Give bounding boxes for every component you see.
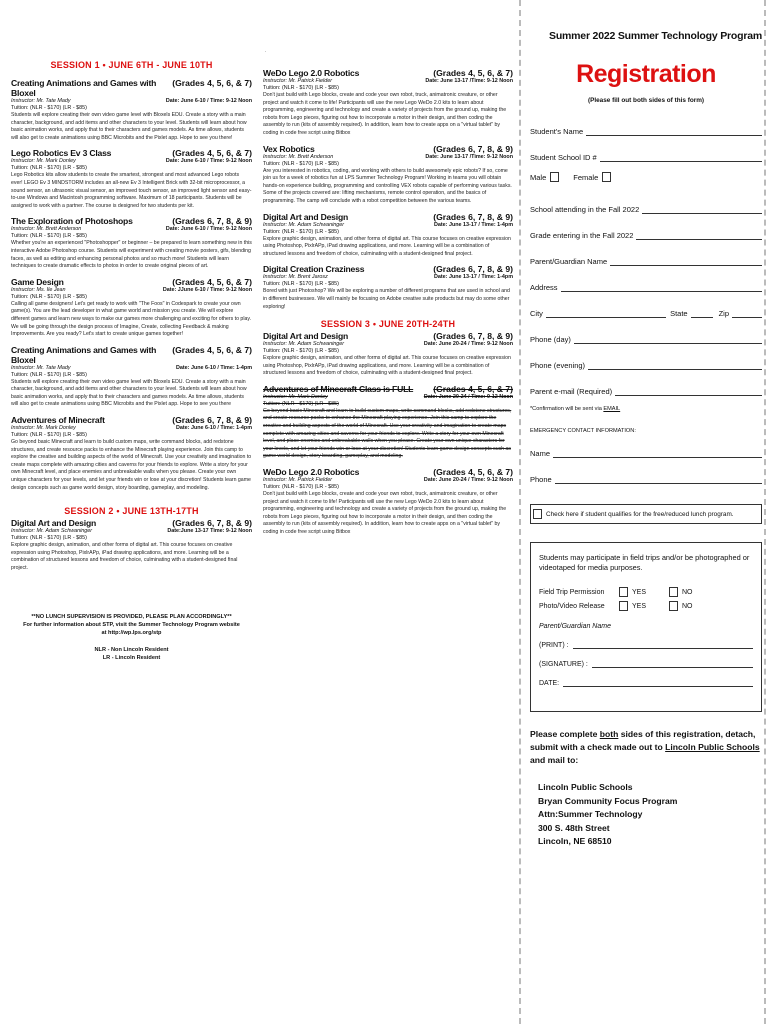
course-description: Explore graphic design, animation, and other forms of digital art. This course focuses on creative expression using Photoshop, PixlrAPp, iPad drawing applications, and more. Learning will be a combination of structured lessons and freedom of choice, culminating with a student-designed final project. — [263, 355, 511, 377]
phone-day-field[interactable] — [530, 320, 762, 346]
course-title: Adventures of Minecraft — [11, 415, 105, 426]
course-tuition: Tuition: (NLR - $170) (LR - $85) — [263, 484, 339, 491]
signature-line[interactable] — [592, 662, 753, 668]
course-title: WeDo Lego 2.0 Robotics — [263, 68, 360, 78]
confirmation-note-email: EMAIL — [603, 406, 621, 412]
session-2-header: SESSION 2 • JUNE 13TH-17TH — [64, 506, 199, 517]
session-2-course-list-col1 — [11, 518, 252, 572]
footer-website-url: at http://wp.lps.org/stp — [101, 629, 162, 636]
field-trip-no-label: NO — [682, 588, 693, 596]
course-grades: (Grades 4, 5, 6, & 7) — [172, 148, 252, 159]
course — [263, 144, 513, 206]
mail-instructions-text-1: Please complete — [530, 729, 600, 739]
course-description: Whether you're an experienced "Photoshopper" or beginner – be prepared to learn something new in this interactive Adobe Photoshop course. Students will experiment with creating movie posters, gifs, blending faces, as well as editing and enhancing personal photos and so much more! Students will learn techniques to create dramatic effects to photos in order to create original pieces of art. — [11, 240, 252, 270]
print-label: (PRINT) : — [539, 642, 569, 649]
course-title: Digital Art and Design — [263, 211, 349, 222]
grade-label: Grade entering in the Fall 2022 — [530, 231, 634, 240]
photo-video-no-label: NO — [682, 602, 693, 610]
dot-mark: . — [265, 48, 267, 54]
course-title: Digital Art and Design — [11, 518, 97, 529]
footer-info — [11, 613, 252, 662]
address-line-5: Lincoln, NE 68510 — [538, 836, 612, 846]
course-description: Explore graphic design, animation, and other forms of digital art. This course focuses on creative expression using Photoshop, PixlrAPp, iPad drawing applications, and more. Learning will be a combination of structured lessons and freedom of choice, culminating with a student-designed final project. — [11, 542, 238, 571]
course-grades: (Grades 4, 5, 6, & 7) — [433, 68, 513, 78]
course-instructor: Instructor: Mr. Adam Schwaninger — [263, 221, 345, 228]
course — [263, 68, 513, 138]
course-description: Calling all game designers! Let's get ready to work with "The Foos" in Codespark to create your own game(s). You are the lead developer in what game world and mission you create. We will explore different games and learn new ways to make our games more challenging and exciting for others to play. We will be going through the design process of Imagine, Create, collecting Feedback & making Improvements. Are you ready? Let's start to create unique games together! — [11, 300, 252, 338]
course — [263, 212, 513, 259]
female-label: Female — [573, 172, 599, 182]
emergency-name-field[interactable] — [530, 434, 762, 460]
course-grades: (Grades 6, 7, 8, & 9) — [172, 216, 252, 227]
course-description: Go beyond basic Minecraft and learn to build custom maps, write command blocks, add redstone structures, and create resource packs to enhance the Minecraft playing experience. Join this camp to explore the creative and building aspects of the world of Minecraft. Use your creativity and imagination to create maps complete with amazing cities and caverns for your friends to explore. Write a story for your own Minecraft level, and place enemies and unbreakable walls when you please. Create your own unique characters for your levels, and let your friends win or lose at your discretion! Students learn game design concepts such as game world design, story boarding, gameplay, and modeling. — [11, 439, 252, 491]
media-permission-text: Students may participate in field trips and/or be photographed or videotaped for media purposes. — [539, 553, 750, 572]
session-1-course-list — [11, 78, 252, 492]
photo-video-no-checkbox[interactable] — [669, 601, 678, 611]
course-description: Explore graphic design, animation, and other forms of digital art. This course focuses on creative expression using Photoshop, PixlrAPp, iPad drawing applications, and more. Learning will be a combination of structured lessons and freedom of choice, culminating with a student-designed final project. — [263, 235, 511, 257]
course-title: Digital Art and Design — [263, 331, 349, 342]
course-dates: Date: June 6-10 / Time: 9-12 Noon — [165, 158, 252, 165]
print-line[interactable] — [573, 643, 753, 649]
city-state-zip-field — [530, 294, 762, 320]
media-permission-box — [530, 542, 762, 712]
course-title: Creating Animations and Games with Bloxel — [11, 344, 157, 365]
course-dates: Date: June 13-17 / Time: 1-4pm — [434, 221, 513, 228]
course — [11, 216, 252, 270]
zip-label: Zip — [718, 309, 729, 318]
lunch-label: Check here if student qualifies for the free/reduced lunch program. — [546, 510, 734, 518]
perforation-line-edge — [764, 0, 766, 1024]
student-id-label: Student School ID # — [530, 153, 597, 162]
course-title: The Exploration of Photoshops — [11, 216, 133, 227]
course-instructor: Instructor: Mr. Brett Anderson — [263, 153, 334, 160]
course-title: Creating Animations and Games with Bloxel — [11, 78, 157, 98]
course-grades: (Grades 4, 5, 6, & 7) — [433, 383, 513, 394]
course-grades: (Grades 4, 5, 6, & 7) — [433, 467, 513, 478]
city-line[interactable] — [546, 310, 666, 318]
course-dates: Date: June 6-10 / Time: 1-4pm — [176, 425, 252, 432]
address-line-4: 300 S. 48th Street — [538, 822, 610, 833]
course-grades: (Grades 6, 7, 8, & 9) — [433, 211, 513, 222]
course-instructor: Instructor: Mr. Mark Donley — [263, 393, 328, 400]
course-description: Go beyond basic Minecraft and learn to build custom maps, write command blocks, add redstone structures, and create resource packs to enhance the Minecraft playing experience. Join this camp to explore the creative and building aspects of the world of Minecraft. Use your creativity and imagination to create maps complete with amazing cities and caverns for your friends to explore. Write a story for your own Minecraft level, and place enemies and unbreakable walls when you please. Create your own unique characters for your levels, and let your friends win or lose at your discretion! Students learn game design concepts such as game world design, story boarding, gameplay, and modeling. — [263, 407, 512, 460]
course-grades: (Grades 6, 7, 8, & 9) — [172, 518, 252, 529]
emergency-contact-heading: EMERGENCY CONTACT INFORMATION: — [530, 428, 636, 434]
phone-evening-line[interactable] — [588, 362, 762, 370]
course — [11, 277, 252, 339]
school-label: School attending in the Fall 2022 — [530, 205, 640, 214]
date-field[interactable] — [539, 680, 753, 687]
mail-instructions-text-2: sides of this registration, detach, submit with a check made out to — [530, 729, 756, 752]
school-field[interactable] — [530, 190, 762, 216]
emergency-phone-line[interactable] — [555, 476, 762, 484]
course-instructor: Instructor: Ms. Ile Jean — [11, 286, 66, 293]
course-instructor: Instructor: Mr. Tate Mady — [11, 98, 71, 104]
mail-instructions-text-3: and mail to: — [530, 755, 579, 765]
course-grades: (Grades 6, 7, 8, & 9) — [172, 415, 252, 426]
course-description: Lego Robotics kits allow students to create the smartest, strongest and most advanced Lego robots ever! LEGO Ev 3 MINDSTORM includes an all-new Ev 3 Intelligent Brick with 32-bit microprocessor, a sound sensor, an ultrasonic visual sensor, an improved touch sensor, an improved light sensor and easy-to-use Windows and Macintosh programming software. Maximum of 18 participants. Students will be assigned to work with a partner. The course is designed for two students per kit. — [11, 172, 252, 209]
course — [11, 415, 252, 492]
course-description: Are you interested in robotics, coding, and working with others to build awesomely epic robots? If so, come join us for a week of robotics fun at LPS Summer Technology Program! Working in teams you will obtain hands-on experience building, programming and controlling VEX robots capable of performing various tasks. Some of the projects covered are: lifting mechanisms, remote control operation, and the basics of programming. The camp will conclude with a robot competition between the various teams. — [263, 167, 512, 204]
parent-email-field[interactable] — [530, 372, 762, 398]
student-name-label: Student's Name — [530, 127, 584, 136]
course-instructor: Instructor: Mr. Patrick Fielder — [263, 477, 332, 484]
parent-name-label: Parent/Guardian Name — [530, 257, 608, 266]
course-instructor: Instructor: Mr. Brett Anderson — [11, 226, 82, 233]
course-description: Bored with just Photoshop? We will be exploring a number of different programs that are used in school and in different businesses. We will mainly be focusing on Adobe creative suite products but may do some other exploring! — [263, 288, 510, 310]
mail-instructions — [530, 728, 762, 767]
course-title: Lego Robotics Ev 3 Class — [11, 148, 112, 159]
course — [11, 345, 252, 409]
course-tuition: Tuition: (NLR - $170) (LR - $85) — [263, 160, 339, 167]
photo-video-yes-label: YES — [632, 602, 647, 610]
print-name-field[interactable] — [539, 642, 753, 649]
mailing-address — [530, 781, 762, 849]
course — [263, 467, 513, 537]
emergency-name-label: Name — [530, 449, 551, 458]
field-trip-yes-label: YES — [632, 588, 647, 596]
photo-video-row — [539, 601, 753, 611]
student-name-line[interactable] — [586, 128, 762, 136]
phone-evening-label: Phone (evening) — [530, 361, 586, 370]
course-instructor: Instructor: Mr. Tate Mady — [11, 364, 71, 371]
student-name-field[interactable] — [530, 112, 762, 138]
course-instructor: Instructor: Mr. Adam Schwaninger — [11, 528, 93, 535]
parent-name-line[interactable] — [610, 258, 762, 266]
phone-day-label: Phone (day) — [530, 335, 571, 344]
city-label: City — [530, 309, 543, 318]
course — [263, 384, 513, 461]
address-label: Address — [530, 283, 558, 292]
course-grades: (Grades 6, 7, 8, & 9) — [433, 264, 513, 275]
emergency-name-line[interactable] — [553, 450, 762, 458]
course-tuition: Tuition: (NLR - $170) (LR - $85) — [11, 165, 87, 172]
phone-evening-field[interactable] — [530, 346, 762, 372]
course-dates: Date:June 13-17 Time: 9-12 Noon — [167, 528, 252, 535]
address-line-3: Attn:Summer Technology — [538, 809, 643, 819]
course-dates: Date: June 20-24 / Time: 9-12 Noon — [423, 393, 513, 400]
footer-lr-legend: LR - Lincoln Resident — [102, 654, 161, 661]
course-grades: (Grades 6, 7, 8, & 9) — [433, 143, 513, 154]
parent-name-field[interactable] — [530, 242, 762, 268]
address-line[interactable] — [561, 284, 762, 292]
footer-lunch-notice: **NO LUNCH SUPERVISION IS PROVIDED, PLEASE PLAN ACCORDINGLY** — [31, 613, 232, 620]
course — [11, 78, 252, 142]
parent-email-line[interactable] — [615, 388, 762, 396]
course-dates: Date: June 13-17 /Time: 9-12 Noon — [425, 78, 513, 84]
course-title: Adventures of Minecraft Class is FULL — [263, 383, 414, 394]
lunch-program-box — [530, 504, 762, 524]
date-label: DATE: — [539, 680, 560, 687]
course-description: Students will explore creating their own video game level with Bloxels EDU. Create a story with a main character, background, and add items and other characters to your level. Students will learn about how basic animation works, and apply that to their characters and games models. As time allows, students will also get to create animations using BBC Microbits and the Pixlet app. Hope to see you there! — [11, 112, 247, 141]
course-dates: Date: June 20-24 / Time: 9-12 Noon — [423, 341, 513, 348]
course — [263, 331, 513, 378]
address-line-2: Bryan Community Focus Program — [538, 795, 678, 806]
male-checkbox[interactable] — [550, 172, 559, 182]
course-tuition: Tuition: (NLR - $170) (LR - $85) — [11, 371, 87, 378]
course-tuition: Tuition: (NLR - $170) (LR - $85) — [263, 228, 339, 235]
lunch-checkbox[interactable] — [533, 509, 542, 519]
course-title: Vex Robotics — [263, 143, 315, 154]
state-line[interactable] — [691, 310, 713, 318]
perforation-line — [519, 0, 521, 1024]
mail-instructions-both: both — [599, 729, 619, 739]
photo-video-yes-checkbox[interactable] — [619, 601, 628, 611]
zip-line[interactable] — [732, 310, 762, 318]
program-title: Summer 2022 Summer Technology Program — [549, 30, 762, 42]
course-tuition: Tuition: (NLR - $170) (LR - $85) — [11, 293, 87, 300]
column-session-1 — [11, 58, 252, 662]
photo-video-label: Photo/Video Release — [539, 602, 605, 610]
course-dates: Date: June 6-10 / Time: 1-4pm — [176, 364, 252, 371]
confirmation-note-text: *Confirmation will be sent via — [530, 406, 604, 412]
course-instructor: Instructor: Mr. Brent Jarosz — [263, 274, 328, 281]
confirmation-note — [530, 406, 762, 412]
course-tuition: Tuition: (NLR - $170) (LR - $85) — [11, 535, 87, 542]
field-trip-row — [539, 587, 753, 597]
session-2-course-list — [263, 68, 513, 311]
course-dates: Date: June 13-17 / Time: 1-4pm — [434, 274, 513, 281]
course — [11, 518, 252, 572]
course-instructor: Instructor: Mr. Mark Donley — [11, 158, 76, 165]
emergency-phone-label: Phone — [530, 475, 552, 484]
course-description: Don't just build with Lego blocks, create and code your own robot, truck, animatronic creature, or other project and watch it come to life! Participants will use the new Lego WeDo 2.0 kits to learn about programming, engineering and technology and create a variety of projects from the ground up, making the robots from Lego pieces, figuring out how to incorporate a motor in their design, and then coding the assembly to run (kits of assembly required). In addition, learn how to create apps on a "virtual tablet" by coding in code free script using Bitbox — [263, 491, 507, 535]
course-grades: (Grades 4, 5, 6, & 7) — [172, 276, 252, 287]
footer-nlr-legend: NLR - Non Lincoln Resident — [94, 646, 169, 653]
registration-form — [530, 30, 762, 849]
emergency-phone-field[interactable] — [530, 460, 762, 486]
signature-label: (SIGNATURE) : — [539, 661, 588, 668]
course-grades: (Grades 6, 7, 8, & 9) — [433, 331, 513, 342]
course-tuition: Tuition: (NLR - $170) (LR - $85) — [263, 85, 339, 91]
school-line[interactable] — [642, 206, 762, 214]
course-instructor: Instructor: Mr. Adam Schwaninger — [263, 341, 345, 348]
address-line-1: Lincoln Public Schools — [538, 782, 633, 792]
parent-guardian-sig-heading: Parent/Guardian Name — [539, 623, 611, 630]
course-tuition: Tuition: (NLR - $170) (LR - $85) — [263, 400, 339, 407]
course-dates: Date: JJune 6-10 / Time: 9-12 Noon — [162, 286, 252, 293]
signature-field[interactable] — [539, 661, 753, 668]
course — [11, 148, 252, 210]
course-title: WeDo Lego 2.0 Robotics — [263, 467, 360, 478]
session-3-header: SESSION 3 • JUNE 20TH-24TH — [320, 319, 456, 330]
address-field[interactable] — [530, 268, 762, 294]
female-checkbox[interactable] — [602, 172, 611, 182]
male-label: Male — [530, 172, 547, 182]
grade-line[interactable] — [636, 232, 762, 240]
course-tuition: Tuition: (NLR - $170) (LR - $85) — [263, 348, 339, 355]
course-dates: Date: June 13-17 /Time: 9-12 Noon — [425, 153, 513, 160]
course-description: Students will explore creating their own video game level with Bloxels EDU. Create a story with a main character, background, and add items and other characters to your level. Students will learn about how basic animation works, and apply that to their characters and games models. As time allows, students will also get to create animations using BBC Microbits and the Pixlet app. Hope to see you there — [11, 378, 247, 408]
course-instructor: Instructor: Mr. Mark Donley — [11, 425, 76, 432]
course-description: Don't just build with Lego blocks, create and code your own robot, truck, animatronic creature, or other project and watch it come to life! Participants will use the new Lego WeDo 2.0 kits to learn about programming, engineering and technology and create a variety of projects from the ground up, making the robots from Lego pieces, figuring out how to incorporate a motor in their design, and then coding the assembly to run (kits of assembly required). In addition, learn how to create apps on a "virtual tablet" by coding in code free script using Bitbox — [263, 92, 507, 136]
state-label: State — [670, 309, 688, 318]
parent-email-label: Parent e-mail (Required) — [530, 387, 613, 396]
course-tuition: Tuition: (NLR - $170) (LR - $85) — [11, 432, 87, 439]
course-title: Digital Creation Craziness — [263, 264, 365, 275]
course-dates: Date: June 6-10 / Time: 9-12 Noon — [165, 226, 252, 233]
gender-choice — [530, 164, 762, 190]
field-trip-label: Field Trip Permission — [539, 588, 605, 596]
course-tuition: Tuition: (NLR - $170) (LR - $85) — [263, 281, 339, 288]
course-dates: Date: June 20-24 / Time: 9-12 Noon — [423, 477, 513, 484]
student-id-field[interactable] — [530, 138, 762, 164]
course-title: Game Design — [11, 276, 64, 287]
course-dates: Date: June 6-10 / Time: 9-12 Noon — [165, 98, 252, 104]
column-session-2-3 — [263, 68, 513, 543]
session-1-header: SESSION 1 • JUNE 6TH - JUNE 10TH — [50, 60, 213, 70]
phone-day-line[interactable] — [574, 336, 762, 344]
footer-website-info: For further information about STP, visit the Summer Technology Program website — [23, 621, 240, 628]
grade-field[interactable] — [530, 216, 762, 242]
course-tuition: Tuition: (NLR - $170) (LR - $85) — [11, 105, 87, 111]
registration-subtitle: (Please fill out both sides of this form) — [587, 97, 705, 104]
date-line[interactable] — [563, 681, 753, 687]
field-trip-no-checkbox[interactable] — [669, 587, 678, 597]
field-trip-yes-checkbox[interactable] — [619, 587, 628, 597]
course-grades: (Grades 4, 5, 6, & 7) — [172, 78, 252, 88]
student-id-line[interactable] — [600, 154, 762, 162]
session-3-course-list — [263, 331, 513, 537]
course-instructor: Instructor: Mr. Patrick Fielder — [263, 78, 332, 84]
registration-title: Registration — [576, 60, 716, 88]
course-grades: (Grades 4, 5, 6, & 7) — [172, 344, 252, 355]
course-tuition: Tuition: (NLR - $170) (LR - $85) — [11, 233, 87, 240]
course — [263, 264, 513, 311]
mail-instructions-lps: Lincoln Public Schools — [665, 742, 760, 752]
